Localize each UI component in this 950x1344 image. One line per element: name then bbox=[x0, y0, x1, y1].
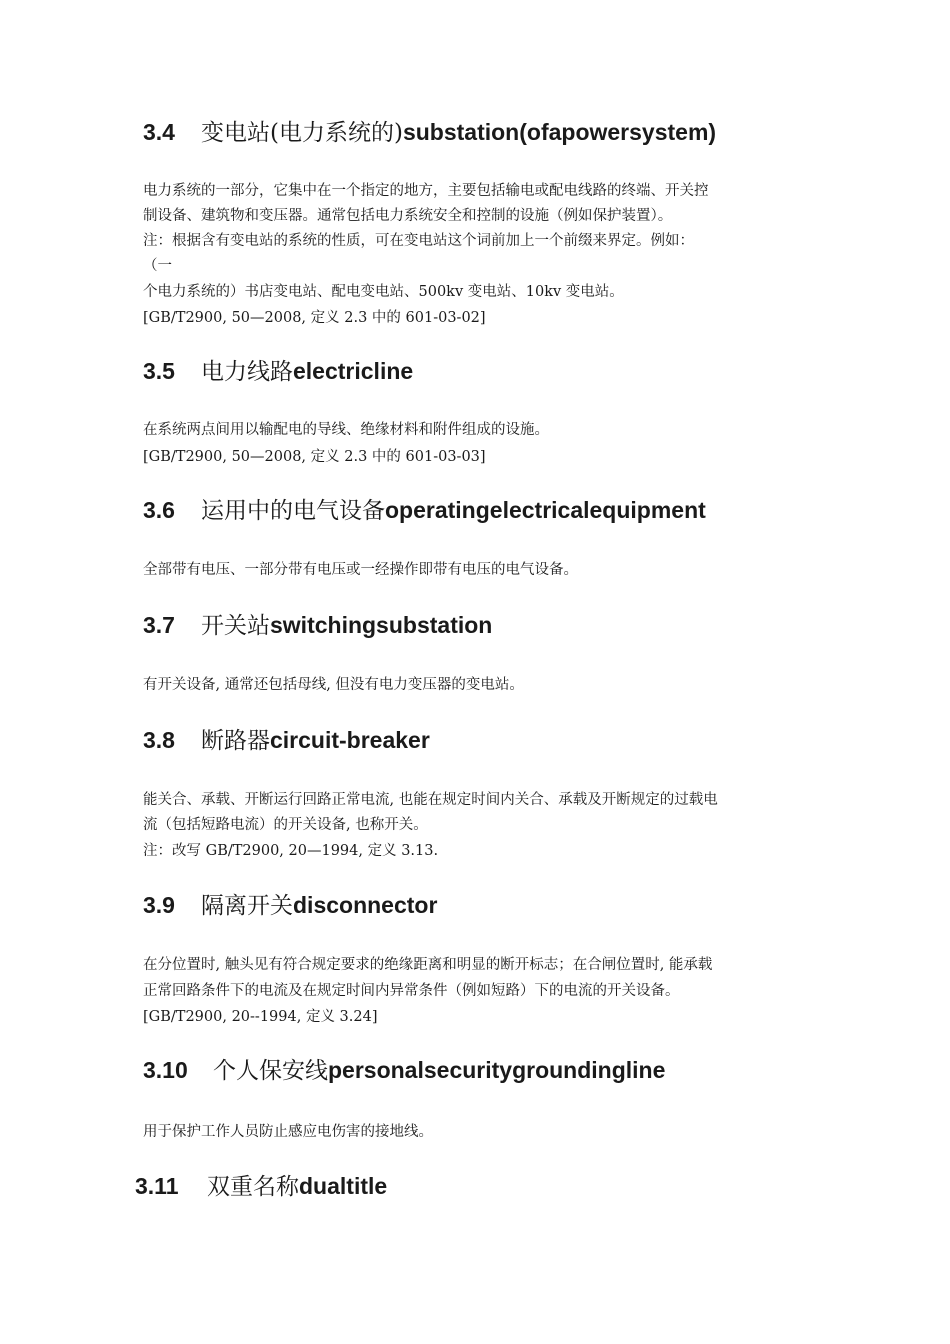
note-line: 注：改写 GB/T2900, 20—1994, 定义 3.13. bbox=[143, 843, 439, 859]
section-number: 3.7 bbox=[143, 612, 175, 638]
reference-line: [GB/T2900, 50—2008, 定义 2.3 中的 601-03-02] bbox=[143, 310, 486, 326]
section-heading-3-6 bbox=[143, 499, 706, 523]
section-title-en: operatingelectricalequipment bbox=[385, 497, 706, 523]
section-title-cn: 个人保安线 bbox=[213, 1058, 328, 1084]
note-line: （一 bbox=[143, 258, 172, 274]
section-title-cn: 双重名称 bbox=[207, 1174, 299, 1200]
section-number: 3.10 bbox=[143, 1057, 188, 1083]
section-title-cn: 变电站(电力系统的) bbox=[201, 120, 403, 146]
section-title-en: electricline bbox=[293, 358, 414, 384]
body-line: 正常回路条件下的电流及在规定时间内异常条件（例如短路）下的电流的开关设备。 bbox=[143, 983, 680, 999]
body-line: 电力系统的一部分，它集中在一个指定的地方，主要包括输电或配电线路的终端、开关控 bbox=[143, 183, 709, 199]
section-title-cn: 断路器 bbox=[201, 728, 270, 754]
body-line: 制设备、建筑物和变压器。通常包括电力系统安全和控制的设施（例如保护装置）。 bbox=[143, 208, 673, 224]
section-title-en: substation(ofapowersystem) bbox=[402, 119, 717, 145]
section-title-cn: 电力线路 bbox=[201, 359, 293, 385]
body-line: 在分位置时, 触头见有符合规定要求的绝缘距离和明显的断开标志；在合闸位置时, 能承载 bbox=[143, 957, 713, 973]
section-number: 3.5 bbox=[143, 358, 175, 384]
section-title-cn: 开关站 bbox=[201, 613, 270, 639]
section-title-en: circuit-breaker bbox=[270, 727, 430, 753]
section-heading-3-11 bbox=[135, 1175, 387, 1199]
section-title-en: switchingsubstation bbox=[270, 612, 493, 638]
section-number: 3.8 bbox=[143, 727, 175, 753]
body-line: 在系统两点间用以输配电的导线、绝缘材料和附件组成的设施。 bbox=[143, 422, 549, 438]
body-line: 能关合、承载、开断运行回路正常电流, 也能在规定时间内关合、承载及开断规定的过载电 bbox=[143, 792, 718, 808]
body-line: 用于保护工作人员防止感应电伤害的接地线。 bbox=[143, 1124, 433, 1140]
section-heading-3-5 bbox=[143, 360, 413, 384]
section-title-en: dualtitle bbox=[299, 1173, 388, 1199]
section-heading-3-10 bbox=[143, 1059, 665, 1083]
reference-line: [GB/T2900, 50—2008, 定义 2.3 中的 601-03-03] bbox=[143, 449, 486, 465]
section-title-cn: 运用中的电气设备 bbox=[201, 498, 385, 524]
section-number: 3.9 bbox=[143, 892, 175, 918]
section-heading-3-4 bbox=[143, 121, 716, 145]
section-heading-3-9 bbox=[143, 894, 437, 918]
section-number: 3.4 bbox=[143, 119, 175, 145]
section-title-en: disconnector bbox=[293, 892, 438, 918]
section-number: 3.6 bbox=[143, 497, 175, 523]
body-line: 全部带有电压、一部分带有电压或一经操作即带有电压的电气设备。 bbox=[143, 562, 578, 578]
section-heading-3-7 bbox=[143, 614, 492, 638]
body-line: 有开关设备, 通常还包括母线, 但没有电力变压器的变电站。 bbox=[143, 677, 524, 693]
section-title-en: personalsecuritygroundingline bbox=[328, 1057, 666, 1083]
section-title-cn: 隔离开关 bbox=[201, 893, 293, 919]
body-line: 流（包括短路电流）的开关设备, 也称开关。 bbox=[143, 817, 428, 833]
reference-line: [GB/T2900, 20--1994, 定义 3.24] bbox=[143, 1009, 378, 1025]
note-line: 个电力系统的）书店变电站、配电变电站、500kv 变电站、10kv 变电站。 bbox=[143, 284, 624, 300]
section-heading-3-8 bbox=[143, 729, 430, 753]
section-number: 3.11 bbox=[135, 1173, 179, 1199]
note-line: 注：根据含有变电站的系统的性质，可在变电站这个词前加上一个前缀来界定。例如： bbox=[143, 233, 694, 249]
